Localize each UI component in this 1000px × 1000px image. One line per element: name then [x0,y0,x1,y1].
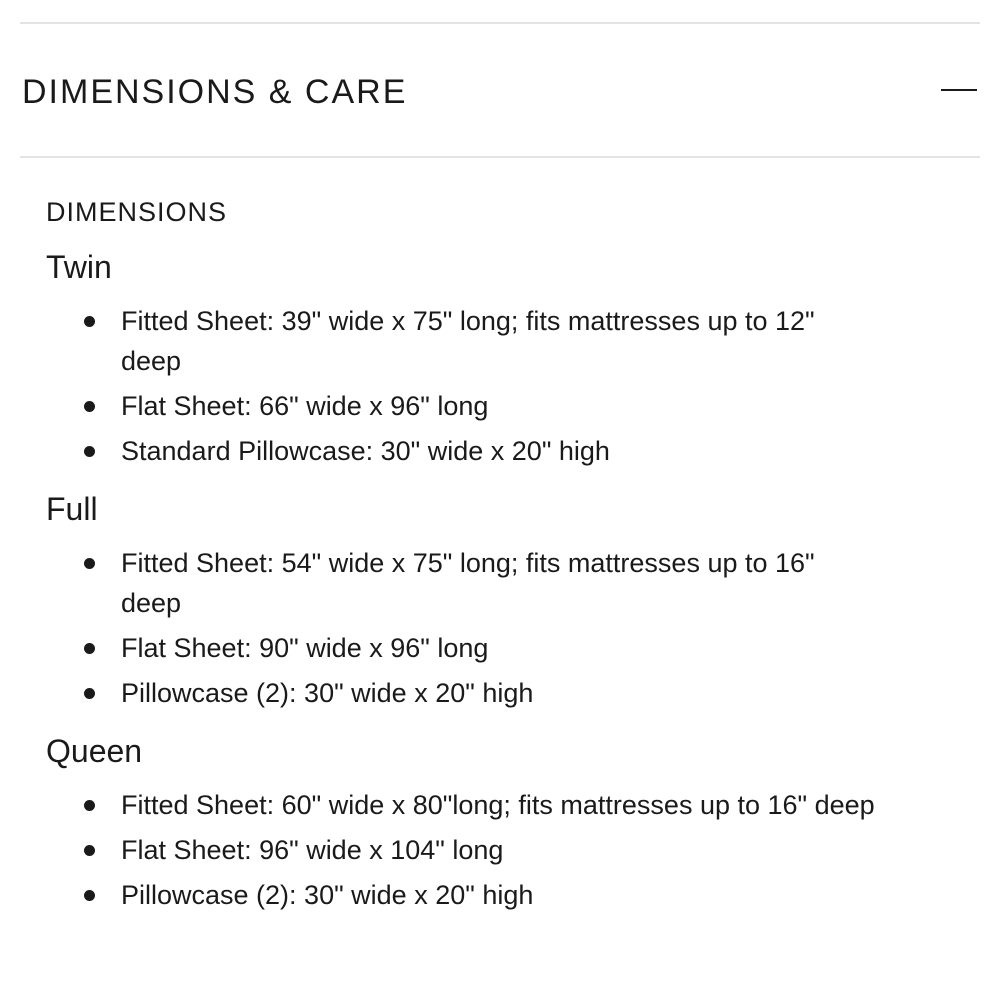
spec-list-queen [46,785,926,915]
spec-item [46,628,881,668]
bullet-icon [84,800,95,811]
spec-list-full [46,543,926,713]
size-title-full: Full [46,491,98,527]
bullet-icon [84,890,95,901]
spec-item-text: Flat Sheet: 66" wide x 96" long [121,391,489,421]
header-divider [20,156,980,158]
bullet-icon [84,558,95,569]
minus-icon [941,89,977,91]
spec-item [46,785,881,825]
bullet-icon [84,688,95,699]
size-title-twin: Twin [46,249,112,285]
bullet-icon [84,401,95,412]
bullet-icon [84,446,95,457]
spec-item [46,875,881,915]
spec-item-text: Flat Sheet: 90" wide x 96" long [121,633,489,663]
top-divider [20,22,980,24]
spec-item [46,673,881,713]
spec-item-text: Fitted Sheet: 60" wide x 80"long; fits mattresses up to 16" deep [121,790,875,820]
size-title-queen: Queen [46,733,143,769]
spec-item-text: Fitted Sheet: 54" wide x 75" long; fits mattresses up to 16" deep [121,548,815,618]
spec-item-text: Standard Pillowcase: 30" wide x 20" high [121,436,610,466]
spec-list-twin [46,301,926,471]
bullet-icon [84,643,95,654]
spec-item [46,431,881,471]
size-group-queen [46,731,926,915]
spec-item-text: Fitted Sheet: 39" wide x 75" long; fits mattresses up to 12" deep [121,306,815,376]
dimensions-care-accordion-header[interactable] [20,26,980,156]
spec-item-text: Pillowcase (2): 30" wide x 20" high [121,678,534,708]
section-heading: DIMENSIONS [46,197,228,227]
spec-item [46,543,881,623]
accordion-title: DIMENSIONS & CARE [22,73,408,111]
collapse-toggle-button[interactable] [938,74,980,108]
size-group-twin [46,247,926,471]
spec-item-text: Pillowcase (2): 30" wide x 20" high [121,880,534,910]
spec-item-text: Flat Sheet: 96" wide x 104" long [121,835,504,865]
size-group-full [46,489,926,713]
accordion-content [46,192,926,920]
bullet-icon [84,845,95,856]
spec-item [46,386,881,426]
bullet-icon [84,316,95,327]
spec-item [46,830,881,870]
spec-item [46,301,881,381]
